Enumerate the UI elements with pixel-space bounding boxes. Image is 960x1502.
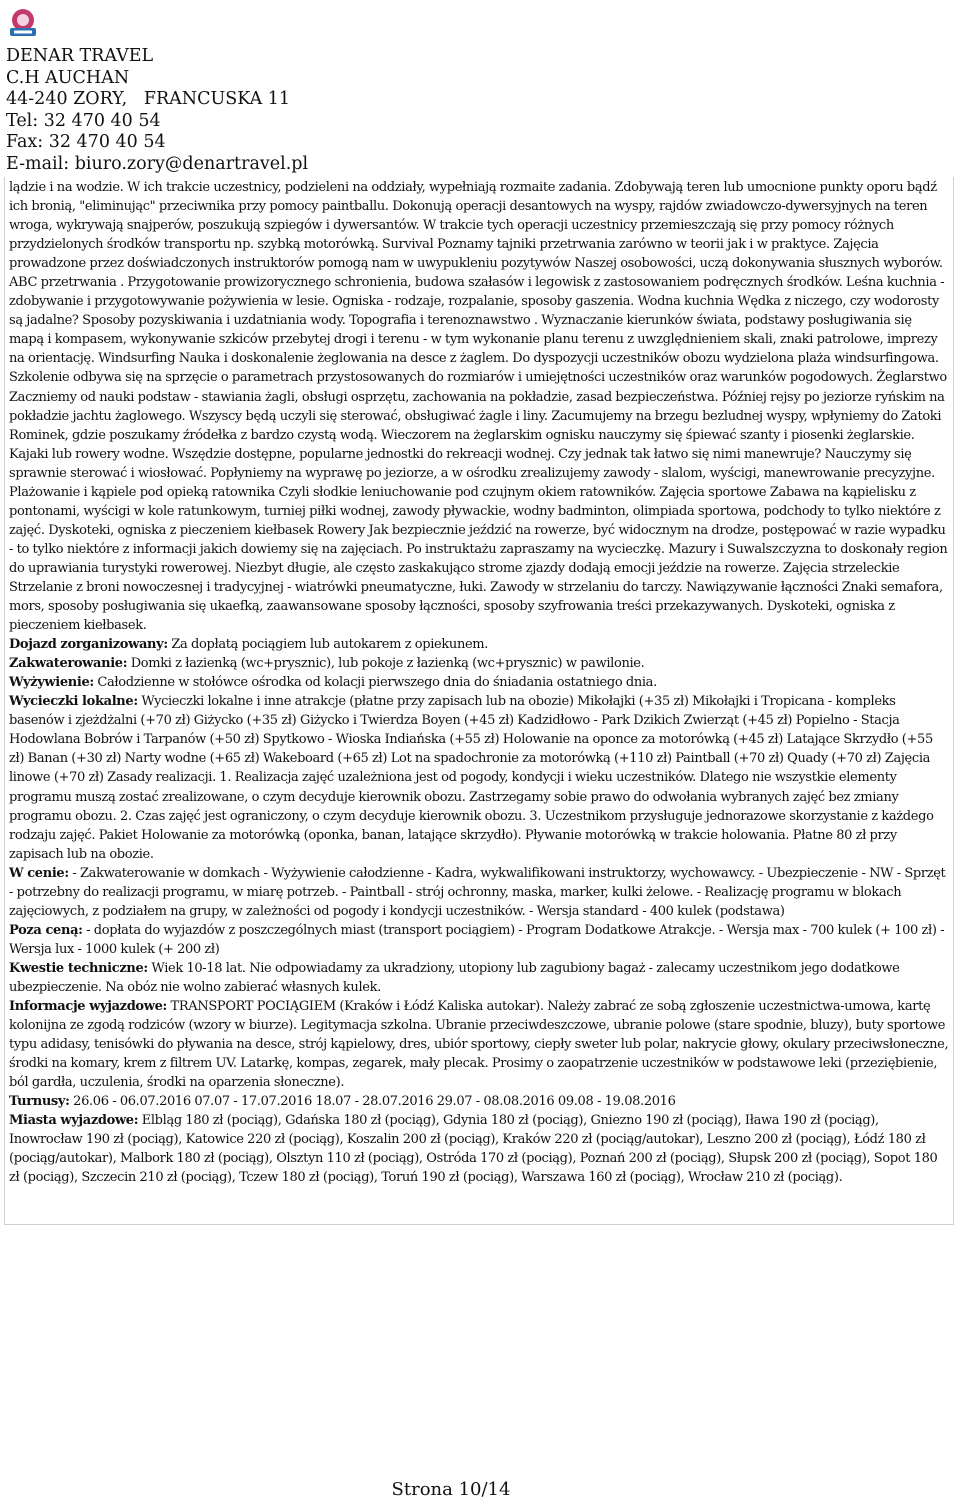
section-text: Wiek 10-18 lat. Nie odpowiadamy za ukradziony, utopiony lub zagubiony bagaż - zalecamy uczestnikom jego dodatkowe ubezpieczenie. Na obóz nie wolno zabierać własnych kulek. xyxy=(9,960,900,995)
section-local-trips xyxy=(9,692,949,863)
section-label: Zakwaterowanie: xyxy=(9,656,128,672)
section-text: Domki z łazienką (wc+prysznic), lub pokoje z łazienką (wc+prysznic) w pawilonie. xyxy=(127,656,645,672)
phone: Tel: 32 470 40 54 xyxy=(6,110,161,131)
section-text: - Zakwaterowanie w domkach - Wyżywienie całodzienne - Kadra, wykwalifikowani instruktorzy, wychowawcy. - Ubezpieczenie - NW - Sprzęt - potrzebny do realizacji programu, w miarę potrzeb. - Paintball - strój ochronny, maska, marker, kulki żelowe. - Realizację programu w blokach zajęciowych, z podziałem na grupy, w zależności od pogody i kondycji uczestników. - Wersja standard - 400 kulek (podstawa) xyxy=(9,865,946,919)
company-logo xyxy=(6,6,40,40)
section-departure-info xyxy=(9,997,949,1092)
section-text: TRANSPORT POCIĄGIEM (Kraków i Łódź Kaliska autokar). Należy zabrać ze sobą zgłoszenie uczestnictwa-umowa, kartę kolonijna ze zgodą rodziców (wzory w biurze). Legitymacja szkolna. Ubranie przeciwdeszczowe, ubranie polowe (stare spodnie, bluzy), buty sportowe typu adidasy, tenisówki do pływania na desce, strój kąpielowy, dres, ubiór sportowy, ciepły sweter lub polar, nakrycie głowy, okulary przeciwsłoneczne, środki na komary, krem z filtrem UV. Latarkę, kompas, zegarek, mały plecak. Prosimy o zaopatrzenie uczestników w podstawowe leki (przeziębienie, ból gardła, uczulenia, środki na oparzenia słoneczne). xyxy=(9,999,949,1091)
section-departure-cities xyxy=(9,1111,949,1187)
section-transport xyxy=(9,635,949,654)
section-text: - dopłata do wyjazdów z poszczególnych miast (transport pociągiem) - Program Dodatkowe Atrakcje. - Wersja max - 700 kulek (+ 100 zł) - Wersja lux - 1000 kulek (+ 200 zł) xyxy=(9,922,945,957)
section-included xyxy=(9,864,949,921)
section-label: W cenie: xyxy=(9,865,69,881)
email[interactable]: E-mail: biuro.zory@denartravel.pl xyxy=(6,153,309,174)
section-accommodation xyxy=(9,654,949,673)
section-label: Poza ceną: xyxy=(9,922,83,938)
branch-name: C.H AUCHAN xyxy=(6,67,130,88)
section-label: Wycieczki lokalne: xyxy=(9,694,138,710)
section-text: Wycieczki lokalne i inne atrakcje (płatne przy zapisach lub na obozie) Mikołajki (+35 zł) Mikołajki i Tropicana - kompleks basenów i zjeżdżalni (+70 zł) Giżycko (+35 zł) Giżycko i Twierdza Boyen (+45 zł) Kadzidłowo - Park Dzikich Zwierząt (+45 zł) Popielno - Stacja Hodowlana Bobrów i Tarpanów (+50 zł) Spytkowo - Wioska Indiańska (+55 zł) Holowanie na oponce za motorówką (+45 zł) Latające Skrzydło (+55 zł) Banan (+30 zł) Narty wodne (+65 zł) Wakeboard (+65 zł) Lot na spadochronie za motorówką (+110 zł) Paintball (+70 zł) Quady (+70 zł) Zajęcia linowe (+70 zł) Zasady realizacji. 1. Realizacja zajęć uzależniona jest od pogody, kondycji i wieku uczestników. Dlatego nie wszystkie elementy programu muszą zostać zrealizowane, o czym decyduje kierownik obozu. Zastrzegamy sobie prawo do odwołania wybranych zajęć bez zmiany programu obozu. 2. Czas zajęć jest ograniczony, o czym decyduje kierownik obozu. 3. Uczestnikom przysługuje jednorazowe skorzystanie z każdego rodzaju zajęć. Pakiet Holowanie za motorówką (oponka, banan, latające skrzydło). Pływanie motorówką w trakcie holowania. Płatne 80 zł przy zapisach lub na obozie. xyxy=(9,694,934,862)
section-technical xyxy=(9,959,949,997)
section-text: 26.06 - 06.07.2016 07.07 - 17.07.2016 18.07 - 28.07.2016 29.07 - 08.08.2016 09.08 - 19.08.2016 xyxy=(69,1094,676,1110)
section-text: Za dopłatą pociągiem lub autokarem z opiekunem. xyxy=(167,637,489,653)
program-text: lądzie i na wodzie. W ich trakcie uczestnicy, podzieleni na oddziały, wypełniają rozmaite zadania. Zdobywają teren lub umocnione punkty oporu bądź ich bronią, "eliminując" przeciwnika przy pomocy paintballu. Dokonują operacji desantowych na wyspy, rajdów zwiadowczo-dywersyjnych na teren wroga, wykrywają snajperów, poszukują szpiegów i dywersantów. W trakcie tych operacji uczestnicy przemieszczają się przy pomocy różnych przydzielonych środków transportu np. szybką motorówką. Survival Poznamy tajniki przetrwania zarówno w teorii jak i w praktyce. Zajęcia prowadzone przez doświadczonych instruktorów pomogą nam w uwypukleniu pozytywów Naszej osobowości, uczą dokonywania słusznych wyborów. ABC przetrwania . Przygotowanie prowizorycznego schronienia, budowa szałasów i legowisk z zastosowaniem podręcznych środków. Leśna kuchnia - zdobywanie i przygotowywanie pożywienia w lesie. Ogniska - rodzaje, rozpalanie, sposoby gaszenia. Wodna kuchnia Wędka z niczego, czy wodorosty są jadalne? Sposoby pozyskiwania i uzdatniania wody. Topografia i terenoznawstwo . Wyznaczanie kierunków świata, podstawy posługiwania się mapą i kompasem, wykonywanie szkiców przebytej drogi i terenu - w tym wykonanie planu terenu z uwzględnieniem skali, znaki patrolowe, imprezy na orientację. Windsurfing Nauka i doskonalenie żeglowania na desce z żaglem. Do dyspozycji uczestników obozu wydzielona plaża windsurfingowa. Szkolenie odbywa się na sprzęcie o parametrach przystosowanych do rozmiarów i umiejętności uczestników oraz warunków pogodowych. Żeglarstwo Zaczniemy od nauki podstaw - stawiania żagli, obsługi osprzętu, zachowania na pokładzie, zasad bezpieczeństwa. Później rejsy po jeziorze ryńskim na pokładzie jachtu żaglowego. Wszyscy będą uczyli się sterować, obsługiwać żagle i liny. Zacumujemy na brzegu bezludnej wyspy, wpłyniemy do Zatoki Rominek, gdzie poszukamy źródełka z bardzo czystą wodą. Wieczorem na żeglarskim ognisku nauczymy się śpiewać szanty i piosenki żeglarskie. Kajaki lub rowery wodne. Wszędzie dostępne, popularne jednostki do rekreacji wodnej. Czy jednak tak łatwo się nimi manewruje? Nauczymy się sprawnie sterować i wiosłować. Popłyniemy na wyprawę po jeziorze, a w ośrodku zrealizujemy zawody - slalom, wyścigi, manewrowanie precyzyjne. Plażowanie i kąpiele pod opieką ratownika Czyli słodkie leniuchowanie pod czujnym okiem ratowników. Zajęcia sportowe Zabawa na kąpielisku z pontonami, wyścigi w kole ratunkowym, turniej piłki wodnej, zawody pływackie, wodny badminton, olimpiada sportowa, podchody to tylko niektóre z zajęć. Dyskoteki, ogniska z pieczeniem kiełbasek Rowery Jak bezpiecznie jeździć na rowerze, być widocznym na drodze, postępować w razie wypadku - to tylko niektóre z informacji jakich dowiemy się na zajęciach. Po instruktażu zapraszamy na wycieczkę. Mazury i Suwalszczyzna to doskonały region do uprawiania turystyki rowerowej. Niezbyt długie, ale często zaskakująco strome zjazdy dodają emocji jeździe na rowerze. Zajęcia strzeleckie Strzelanie z broni nowoczesnej i tradycyjnej - wiatrówki pneumatyczne, łuki. Zawody w strzelaniu do tarczy. Nawiązywanie łączności Znaki semafora, mors, sposoby posługiwania się ukaefką, zaawansowane sposoby łączności, sposoby szyfrowania treści przekazywanych. Dyskoteki, ogniska z pieczeniem kiełbasek. xyxy=(9,180,948,634)
address: 44-240 ZORY, FRANCUSKA 11 xyxy=(6,89,291,110)
page-number: Strona 10/14 xyxy=(391,1479,511,1500)
section-turnusy xyxy=(9,1092,949,1111)
company-name: DENAR TRAVEL xyxy=(6,46,154,66)
section-label: Miasta wyjazdowe: xyxy=(9,1113,139,1129)
section-label: Informacje wyjazdowe: xyxy=(9,999,167,1015)
section-label: Wyżywienie: xyxy=(9,675,94,691)
agency-header xyxy=(6,46,308,176)
section-meals xyxy=(9,673,949,692)
section-label: Kwestie techniczne: xyxy=(9,960,148,976)
offer-description xyxy=(9,178,949,1187)
fax: Fax: 32 470 40 54 xyxy=(6,132,166,153)
section-text: Elbląg 180 zł (pociąg), Gdańska 180 zł (pociąg), Gdynia 180 zł (pociąg), Gniezno 190 zł (pociąg), Iława 190 zł (pociąg), Inowrocław 190 zł (pociąg), Katowice 220 zł (pociąg), Koszalin 200 zł (pociąg), Kraków 220 zł (pociąg/autokar), Leszno 200 zł (pociąg), Łódź 180 zł (pociąg/autokar), Malbork 180 zł (pociąg), Olsztyn 110 zł (pociąg), Ostróda 170 zł (pociąg), Poznań 200 zł (pociąg), Słupsk 200 zł (pociąg), Sopot 180 zł (pociąg), Szczecin 210 zł (pociąg), Tczew 180 zł (pociąg), Toruń 190 zł (pociąg), Warszawa 160 zł (pociąg), Wrocław 210 zł (pociąg). xyxy=(9,1113,938,1186)
section-label: Turnusy: xyxy=(9,1094,70,1110)
section-not-included xyxy=(9,921,949,959)
section-label: Dojazd zorganizowany: xyxy=(9,637,168,653)
section-text: Całodzienne w stołówce ośrodka od kolacji pierwszego dnia do śniadania ostatniego dnia. xyxy=(93,675,657,691)
